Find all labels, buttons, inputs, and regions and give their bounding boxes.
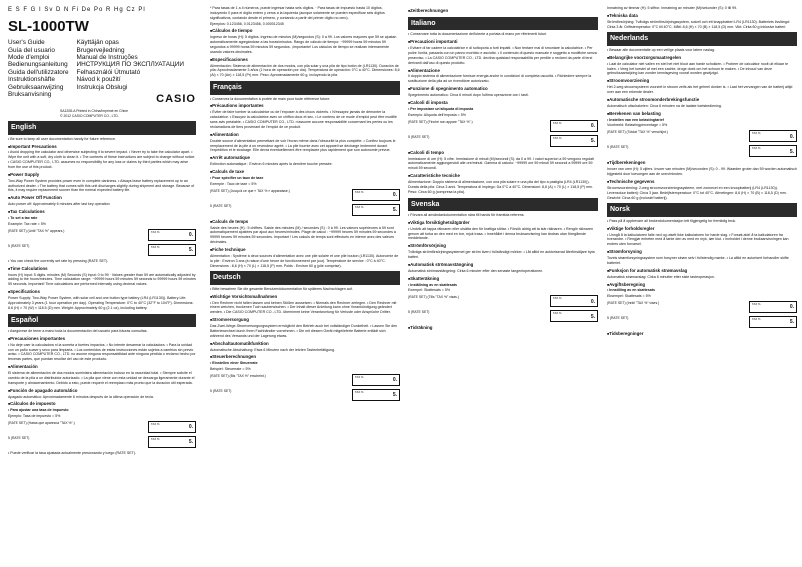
example-row: 5 (RATE SET) TAX % 5. xyxy=(408,310,598,322)
example-row: 5 (RATE SET) TAX % 5. xyxy=(210,204,400,216)
example-row: (RATE SET) (Jusqu'à ce que « TAX % » apparaisse.) TAX % 0. xyxy=(210,189,400,201)
example-row: (RATE SET) (Hasta que aparezca "TAX %".) TAX % 0. xyxy=(8,421,196,433)
example-row: 5 (RATE SET) TAX % 5. xyxy=(607,145,797,157)
display-example: TAX % 5. xyxy=(148,436,196,448)
display-example: TAX % 0. xyxy=(352,374,400,386)
example-row: (RATE SET) (Finché non appare "TAX %".) TAX % 0. xyxy=(408,120,598,132)
section-bar-francais: Français xyxy=(210,81,400,94)
display-example: TAX % 0. xyxy=(148,421,196,433)
display-example: TAX % 5. xyxy=(550,310,598,322)
guide-titles-left: User's Guide Guía del usuario Mode d'emploi Bedienungsanleitung Guida dell'utilizzatore Instruktionshäfte Gebruiksaanwijzing Bruksanvisning xyxy=(8,39,69,98)
display-example: TAX % 0. xyxy=(550,120,598,132)
display-example: TAX % 0. xyxy=(550,295,598,307)
print-info: SA1208-A Printed in China/Imprimé en Chine © 2012 CASIO COMPUTER CO., LTD. xyxy=(60,109,129,118)
column-4: Inmatning av timmar (H): 5 siffror. Inmatning av minuter (M)/sekunder (S): 0 till 99. ■ Tekniska data Strömförsörjning: Tvåvägs strömförsörjningssystem, solcell och ett knappbatteri LR4 (LR1130). Batteriets livslängd: Cirka 3 år. Driftstemperatur: 0°C till 40°C. Mått: 8,6 (H) × 70 (B) × 118,5 (D) mm. Vikt: Cirka 60 g inklusive batteri. Nederlands • Bewaar alle documentatie op een veilige plaats voor latere naslag. ■ Belangrijke voorzorgsmaatregelen • Laat de calculator niet vallen en stel het niet bloot aan harde schokken. • Probeer de calculator nooit uit elkaar te halen. • Veeg het toestel af met een zachte, droge doek om het schoon te maken. • De inhoud van deze gebruiksaanwijzing kan zonder kennisgeving vooraf worden gewijzigd. ■ Stroomvoorziening Het 2-weg stroomsysteem voorziet in stroom zelfs als het geheel donker is. • Laat het vervangen van de batterij altijd over aan een erkende dealer. ■ Automatische stroomonderbrekingsfunctie Automatisch uitschakelen: Circa 6 minuten na de laatste toetsbediening. ■ Berekenen van belasting • Instellen van een belastingtarief Voorbeeld: Belastingpercentage = 5% (RATE SET) (Totdat "TAX %" verschijnt.) TAX % 0. 5 (RATE SET) TAX % 5. ■ Tijdberekeningen Invoer van uren (H): 5 cijfers. Invoer van minuten (M)/seconden (S): 0 - 99. Waarden groter dan 59 worden automatisch bijgesteld door toevoegen aan de uren/minuten. ■ Technische gegevens Stroomvoorziening: 2-weg stroomvoorzieningssysteem, met zonnecel en een knoopbatterij (LR4 (LR1130)). Levensduur batterij: Circa 3 jaar. Bedrijfstemperatuur: 0°C tot 40°C. Afmetingen: 8,6 (H) × 70 (B) × 118,5 (D) mm. Gewicht: Circa 60 g (inclusief batterij). Norsk • Pass på å oppbevare all brukerdokumentasjon lett tilgjengelig for fremtidig bruk. ■ Viktige forholdsregler • Unngå å la kalkulatoren falle ned og utsett ikke kalkulatoren for harde slag. • Forsøk aldri å ta kalkulatoren fra hverandre. • Rengjør enheten med å tørke den av med en myk, tørr klut. • Innholdet i denne bruksanvisningen kan endres uten forvarsel. ■ Strømforsyning Toveis strømforsyningssystem som forsyner strøm selv i fullstendig mørke. • La alltid en autorisert forhandler skifte batteriet. ■ Funksjon for automatisk strømavslag Automatisk strømavslag: Cirka 6 minutter etter siste tasteoperasjon. ■ Avgiftsberegning • Innstilling av en skattesats Eksempel: Skattesats = 5% (RATE SET) (Inntil "TAX %" vises.) TAX % 0. 5 (RATE SET) TAX % 5. ■ Tidsberegninger xyxy=(607,6,797,561)
guide-titles-right: Käyttäjän opas Brugervejledning Manual de Instruções ИНСТРУКЦИЯ ПО ЭКСПЛУАТАЦИИ Felhasználói Útmutató Návod k použití Instrukcja Obsługi xyxy=(76,39,184,91)
example-row: 5 (RATE SET) TAX % 5. xyxy=(408,135,598,147)
display-example: TAX % 5. xyxy=(352,204,400,216)
section-bar-italiano: Italiano xyxy=(408,17,598,30)
column-2: * Para tasas de 1 a 4 números, puede ingresar hasta seis dígitos. · Para tasas de impuesto hasta 10 dígitos, incluyendo 0 para el dígito entero y ceros a la izquierda (aunque solamente se pueden especificar seis dígitos significativos, contando desde el primero, y contando a partir del primer dígito no cero). Ejemplos: 0.123456, 0.0123456, 0.000012345 ■ Cálculos de tiempo Ingreso de horas (H): 5 dígitos. Ingreso de minutos (M)/segundos (S): 0 a 99. Los valores mayores que 59 se ajustan automáticamente agregándose a las horas/minutos. Rango de cálculo de tiempo: −99999 horas 59 minutos 59 segundos a 99999 horas 59 minutos 59 segundos. ¡Importante! Los cálculos de tiempo se realizan internamente usando valores decimales. ■ Especificaciones Alimentación: Sistema de alimentación de dos modos, con pila solar y una pila de tipo botón de (LR1130). Duración de pila: Aproximadamente 3 años (1 hora de operación por día). Temperatura de operación: 0°C a 40°C. Dimensiones: 8,6 (Al) × 70 (An) × 118,5 (Pr) mm. Peso: Aproximadamente 60 g, incluyendo la pila. Français • Conservez la documentation à portée de main pour toute référence future. ■ Précautions importantes • Éviter de faire tomber la calculatrice ou de l'exposer à des chocs violents. • N'essayez jamais de démonter la calculatrice. • Essuyez la calculatrice avec un chiffon doux et sec. • Le contenu de ce mode d'emploi peut être modifié sans avis préalable. • CASIO COMPUTER CO., LTD. n'assume aucune responsabilité concernant les pertes ou les réclamations de tiers provenant de l'emploi de ce produit. ■ Alimentation Double source d'alimentation permettant de voir l'écran même dans l'obscurité la plus complète. • Confiez toujours le remplacement de la pile à un revendeur agréé. • La pile fournie avec cet appareil se décharge lentement durant l'expédition et le stockage. Elle devra éventuellement être remplacée plus rapidement que son autonomie prévue. ■ Arrêt automatique Extinction automatique : Environ 6 minutes après la dernière touche pressée. ■ Calculs de taxe • Pour spécifier un taux de taxe Exemple : Taux de taxe = 5% (RATE SET) (Jusqu'à ce que « TAX % » apparaisse.) TAX % 0. 5 (RATE SET) TAX % 5. ■ Calculs de temps Saisie des heures (H) : 5 chiffres. Saisie des minutes (M) / secondes (S) : 0 à 99. Les valeurs supérieures à 59 sont automatiquement ajustées par ajout aux heures/minutes. Plage de calcul : −99999 heures 59 minutes 59 secondes à 99999 heures 59 minutes 59 secondes. Important ! Les calculs de temps sont effectués en interne avec des valeurs décimales. ■ Fiche technique Alimentation : Système à deux sources d'alimentation avec une pile solaire et une pile bouton (LR1130). Autonomie de la pile : Environ 3 ans (à raison d'une heure de fonctionnement par jour). Température de service : 0°C à 40°C. Dimensions : 8,6 (H) × 70 (L) × 118,5 (P) mm. Poids : Environ 60 g (pile comprise). Deutsch • Bitte bewahren Sie die gesamte Benutzerdokumentation für späteres Nachschlagen auf. ■ Wichtige Vorsichtsmaßnahmen • Den Rechner nicht fallen lassen und keinen Stößen aussetzen. • Niemals den Rechner zerlegen. • Den Rechner mit einem weichen, trockenen Tuch sauberwischen. • Der Inhalt dieser Anleitung kann ohne Vorankündigung geändert werden. • Die CASIO COMPUTER CO., LTD. übernimmt keine Verantwortung für Verluste oder Ansprüche Dritter. ■ Stromversorgung Das Zwei-Wege-Stromversorgungssystem ermöglicht den Betrieb auch bei vollständiger Dunkelheit. • Lassen Sie den Batteriewechsel durch Ihren Fachhändler vornehmen. • Die mit diesem Gerät mitgelieferte Batterie entlädt sich während des Versands und der Lagerung etwas. ■ Abschaltautomatikfunktion Automatische Abschaltung: Etwa 6 Minuten nach der letzten Tastenbetätigung. ■ Steuerberechnungen • Einstellen einer Steuerrate Beispiel: Steuerrate = 5% (RATE SET) (Bis "TAX %" erscheint.) TAX % 0. 5 (RATE SET) TAX % 5. xyxy=(210,6,400,561)
example-row: 5 (RATE SET) TAX % 5. xyxy=(607,316,797,328)
column-1: E S F G I Sv D N Fi De Po R Hg Cz Pl SL-1000TW User's Guide Guía del usuario Mode d'emploi Bedienungsanleitung Guida dell'utilizzatore Instruktionshäfte Gebruiksaanwijzing Bruksanvisning Käyttäjän opas Brugervejledning Manual de Instruções ИНСТРУКЦИЯ ПО ЭКСПЛУАТАЦИИ Felhasználói Útmutató Návod k použití Instrukcja Obsługi CASIO SA1208-A Printed in China/Imprimé en Chine © 2012 CASIO COMPUTER CO., LTD. English • Be sure to keep all user documentation handy for future reference. ■ Important Precautions • Avoid dropping the calculator and otherwise subjecting it to severe impact. • Never try to take the calculator apart. • Wipe the unit with a soft, dry cloth to clean it. • The contents of these instructions are subject to change without notice. • CASIO COMPUTER CO., LTD. assumes no responsibility for any loss or claims by third parties which may arise from the use of this product. ■ Power Supply Two-Way Power System provides power even in complete darkness. • Always leave battery replacement up to an authorized dealer. • The battery that comes with this unit discharges slightly during shipment and storage. Because of this, it may require replacement sooner than the normal expected battery life. ■ Auto Power Off Function Auto power off: Approximately 6 minutes after last key operation ■ Tax Calculations • To set a tax rate Example: Tax rate = 5% (RATE SET) (Until "TAX %" appears.) TAX % 0. 5 (RATE SET) TAX % 5. • You can check the currently set rate by pressing (RATE SET). ■ Time Calculations hours (H) input: 5 digits. minutes (M) Seconds (S) input: 0 to 99 · Values greater than 59 are automatically adjusted by adding to the hours/minutes. Time calculation range: −99999 hours 59 minutes 59 seconds to 99999 hours 59 minutes 59 seconds. Important! Time calculations are performed internally using decimal values. ■ Specifications Power Supply: Two-Way Power System, with solar cell and one button type battery (LR4 (LR1130)). Battery Life: Approximately 3 years (1 hour operation per day). Operating Temperature: 0°C to 40°C (32°F to 104°F). Dimensions: 8.6 (H) × 70 (W) × 118.5 (D) mm. Weight: Approximately 60 g (2.1 oz), including battery. Español • Asegúrese de tener a mano toda la documentación del usuario para futuras consultas. ■ Precauciones importantes • No deje caer la calculadora ni la someta a fuertes impactos. • No intente desarmar la calculadora. • Para la unidad con un paño suave y seco para limpiarla. • Los contenidos de estas instrucciones están sujetos a cambios sin previo aviso. • CASIO COMPUTER CO., LTD. no asume ninguna responsabilidad ante ninguna pérdida o reclamo hecho por terceras partes, que puedan resultar del uso de este producto. ■ Alimentación El sistema de alimentación de dos modos suministra alimentación incluso en la oscuridad total. • Siempre solicite el cambio de la pila a un distribuidor autorizado. • La pila que viene con esta unidad se descarga ligeramente durante el transporte y almacenamiento. Debido a esto, puede requerir el reemplazo más pronto que la duración útil esperada. ■ Función de apagado automático Apagado automático: Aproximadamente 6 minutos después de la última operación de tecla. ■ Cálculos de impuesto • Para ajustar una tasa de impuesto Ejemplo: Tasa de impuesto = 5% (RATE SET) (Hasta que aparezca "TAX %".) TAX % 0. 5 (RATE SET) TAX % 5. • Puede verificar la tasa ajustada actualmente presionando y luego (RATE SET). xyxy=(8,6,196,561)
display-example: TAX % 0. xyxy=(749,130,797,142)
display-example: TAX % 0. xyxy=(148,229,196,241)
example-row: (RATE SET) (Until "TAX %" appears.) TAX % 0. xyxy=(8,229,196,241)
section-bar-svenska: Svenska xyxy=(408,198,598,211)
display-example: TAX % 5. xyxy=(749,145,797,157)
display-example: TAX % 0. xyxy=(352,189,400,201)
display-example: TAX % 5. xyxy=(148,244,196,256)
example-row: (RATE SET) (Totdat "TAX %" verschijnt.) TAX % 0. xyxy=(607,130,797,142)
casio-logo: CASIO xyxy=(156,93,196,106)
display-example: TAX % 5. xyxy=(749,316,797,328)
section-bar-espanol: Español xyxy=(8,314,196,327)
display-example: TAX % 5. xyxy=(550,135,598,147)
display-example: TAX % 5. xyxy=(352,389,400,401)
column-3: ■ Zeitberechnungen Italiano • Conservare tutta la documentazione dell'utente a portata di mano per riferimenti futuri. ■ Precauzioni importanti • Evitare di far cadere la calcolatrice e di sottoporla a forti impatti. • Non tentare mai di smontare la calcolatrice. • Per pulire l'unità, passarla con un panno morbido e asciutto. • Il contenuto di questo manuale è soggetto a modifiche senza preavviso. • La CASIO COMPUTER CO., LTD. declina qualsiasi responsabilità per perdite o reclami da parte di terzi derivanti dall'uso di questo prodotto. ■ Alimentazione Il doppio sistema di alimentazione fornisce energia anche in condizioni di completa oscurità. • Richiedere sempre la sostituzione della pila ad un rivenditore autorizzato. ■ Funzione di spegnimento automatico Spegnimento automatico: Circa 6 minuti dopo l'ultima operazione con i tasti. ■ Calcoli di imposta • Per impostare un'aliquota di imposta Esempio: Aliquota dell'imposta = 5% (RATE SET) (Finché non appare "TAX %".) TAX % 0. 5 (RATE SET) TAX % 5. ■ Calcoli di tempo Immissione di ore (H): 5 cifre. Immissione di minuti (M)/secondi (S): da 0 a 99. I valori superiori a 59 vengono regolati automaticamente aggiungendoli alle ore/minuti. Gamma di calcolo: −99999 ore 59 minuti 59 secondi a 99999 ore 59 minuti 59 secondi. ■ Caratteristiche tecniche Alimentazione: Doppio sistema di alimentazione, con una pila solare e una pila del tipo a pastiglia (LR4 (LR1130)). Durata della pila: Circa 3 anni. Temperatura di impiego: Da 0°C a 40°C. Dimensioni: 8,6 (A) × 70 (L) × 118,5 (P) mm. Peso: Circa 60 g (compresa la pila). Svenska • Förvara all användardokumentation nära till hands för framtida referens. ■ Viktiga försiktighetsåtgärder • Undvik att tappa räknaren eller utsätta den för kraftiga stötar. • Försök aldrig att ta isär räknaren. • Rengör räknaren genom att torka av den med en torr, mjuk trasa. • Innehållet i denna bruksanvisning kan ändras utan föregående meddelande. ■ Strömförsörjning Tvåvägs strömförsörjningssystemet ger ström även i fullständigt mörker. • Låt alltid en auktoriserad återförsäljare byta batteri. ■ Automatisk strömavstängning Automatisk strömavstängning: Cirka 6 minuter efter den senaste tangentoperationen. ■ Skatteräkning • Inställning av en skattesats Exempel: Skattesats = 5% (RATE SET) (Tills "TAX %" visas.) TAX % 0. 5 (RATE SET) TAX % 5. ■ Tidräkning xyxy=(408,6,598,561)
example-row: (RATE SET) (Tills "TAX %" visas.) TAX % 0. xyxy=(408,295,598,307)
guide-titles xyxy=(8,39,196,98)
example-row: 5 (RATE SET) TAX % 5. xyxy=(8,436,196,448)
display-example: TAX % 0. xyxy=(749,301,797,313)
language-codes: E S F G I Sv D N Fi De Po R Hg Cz Pl xyxy=(8,7,146,13)
model-name: SL-1000TW xyxy=(8,18,89,36)
example-row: 5 (RATE SET) TAX % 5. xyxy=(210,389,400,401)
section-bar-english: English xyxy=(8,121,196,134)
example-row: (RATE SET) (Bis "TAX %" erscheint.) TAX % 0. xyxy=(210,374,400,386)
example-row: 5 (RATE SET) TAX % 5. xyxy=(8,244,196,256)
section-bar-nederlands: Nederlands xyxy=(607,32,797,45)
section-bar-deutsch: Deutsch xyxy=(210,271,400,284)
section-bar-norsk: Norsk xyxy=(607,203,797,216)
example-row: (RATE SET) (Inntil "TAX %" vises.) TAX % 0. xyxy=(607,301,797,313)
